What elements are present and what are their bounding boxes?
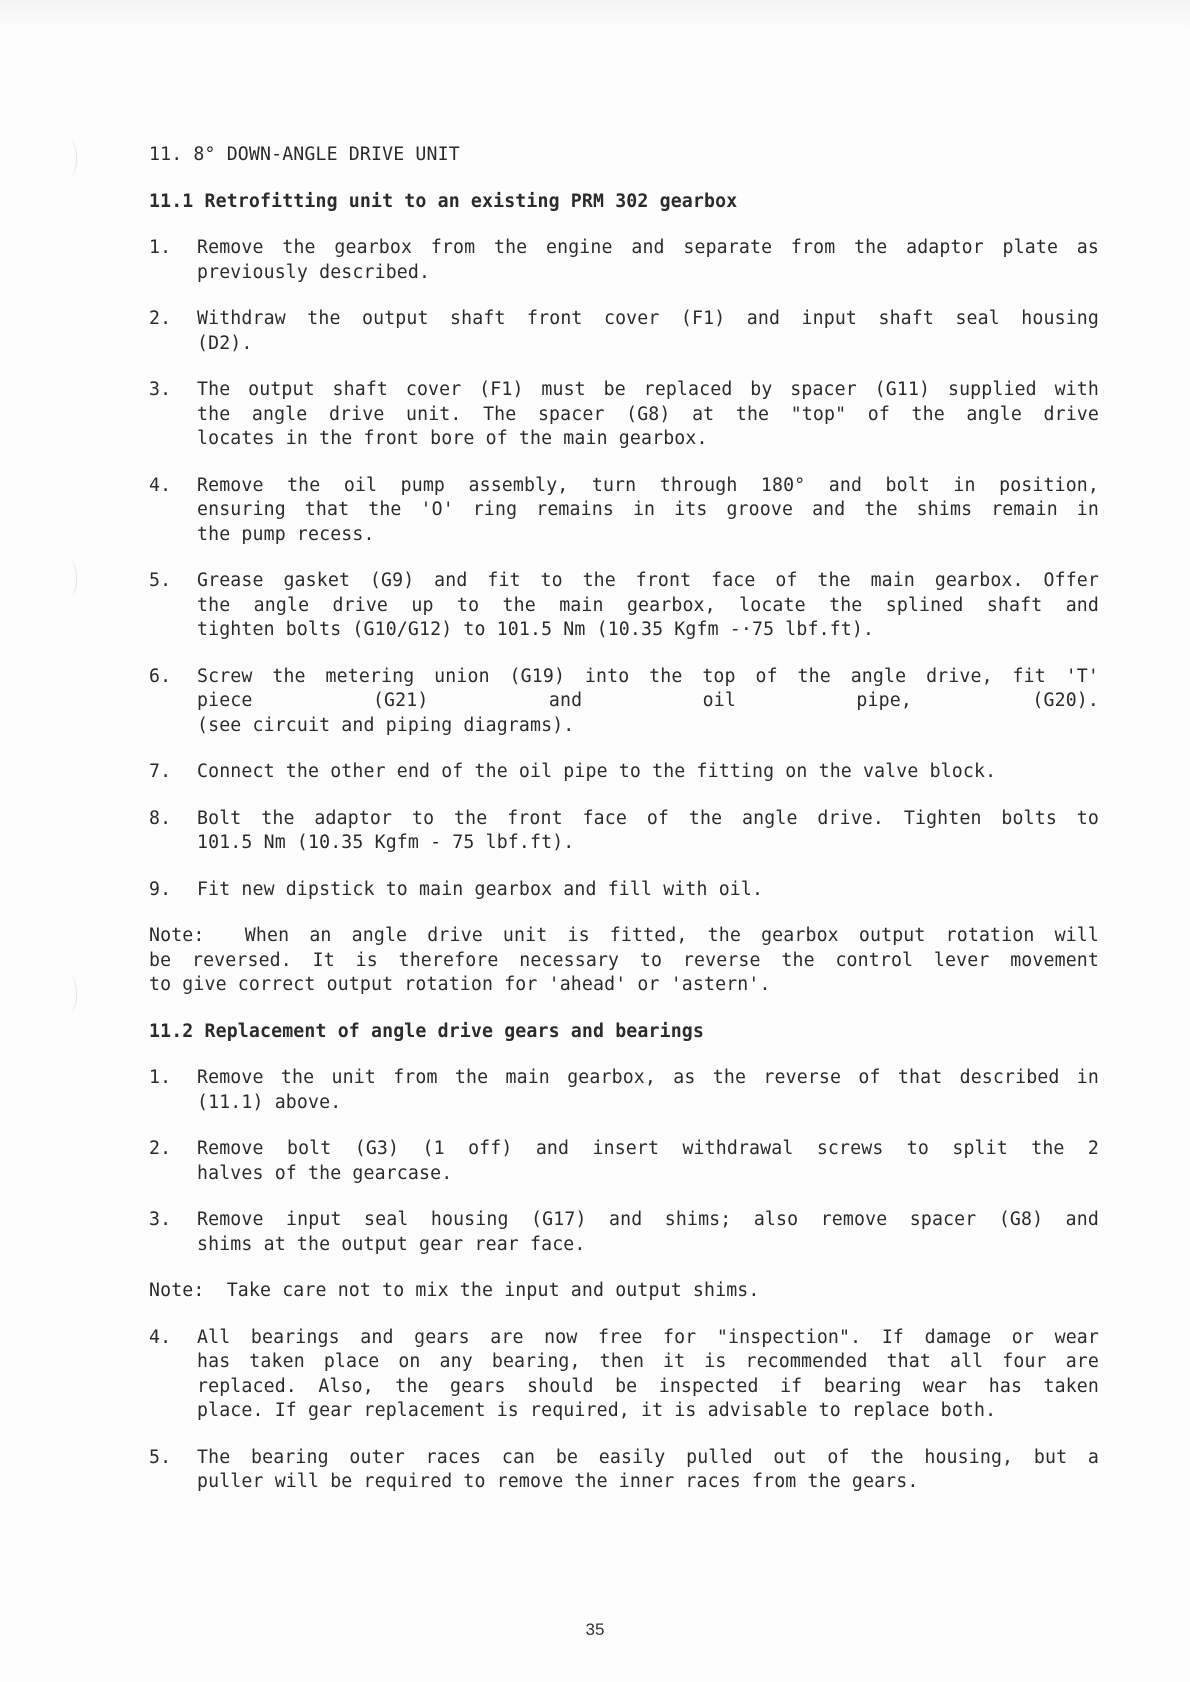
text-line: has taken place on any bearing, then it is recommended that all four are (197, 1351, 1099, 1372)
step-text (197, 1326, 1099, 1424)
numbered-step (149, 1066, 1099, 1115)
step-text (197, 878, 1099, 903)
text-line: Remove bolt (G3) (1 off) and insert withdrawal screws to split the 2 (197, 1138, 1099, 1159)
text-line: tighten bolts (G10/G12) to 101.5 Nm (10.35 Kgfm -·75 lbf.ft). (197, 619, 875, 640)
step-number: 5. (149, 1446, 172, 1468)
step-text (197, 1208, 1099, 1257)
step-text (197, 1066, 1099, 1115)
text-line: shims at the output gear rear face. (197, 1233, 586, 1255)
step-text (197, 378, 1099, 452)
text-line: the pump recess. (197, 523, 375, 545)
subsection-title-11-1: 11.1 Retrofitting unit to an existing PRM 302 gearbox (149, 190, 738, 212)
text-line: Grease gasket (G9) and fit to the front face of the main gearbox. Offer (197, 570, 1099, 591)
scan-shadow (0, 0, 1190, 30)
text-line: puller will be required to remove the inner races from the gears. (197, 1471, 919, 1492)
numbered-step (149, 307, 1099, 356)
text-line: (D2). (197, 332, 253, 354)
numbered-step (149, 665, 1099, 739)
note-label: Note: (149, 1280, 205, 1301)
text-line: previously described. (197, 261, 431, 283)
text-line: Fit new dipstick to main gearbox and fill with oil. (197, 878, 764, 900)
step-number: 3. (149, 379, 172, 400)
numbered-step (149, 474, 1099, 548)
step-number: 2. (149, 308, 172, 329)
subsection-11-2-steps-a (149, 1066, 1099, 1257)
text-line: Remove input seal housing (G17) and shims; also remove spacer (G8) and (197, 1209, 1099, 1230)
step-number: 2. (149, 1138, 172, 1159)
text-line: The bearing outer races can be easily pulled out of the housing, but a (197, 1446, 1099, 1468)
text-line: Remove the gearbox from the engine and separate from the adaptor plate as (197, 237, 1099, 258)
note-text: Take care not to mix the input and output shims. (204, 1280, 760, 1301)
text-line: the angle drive unit. The spacer (G8) at the "top" of the angle drive (197, 403, 1099, 425)
text-line: replaced. Also, the gears should be inspected if bearing wear has taken (197, 1375, 1099, 1397)
document-body (149, 143, 1099, 1517)
step-text (197, 665, 1099, 739)
note-11-2 (149, 1279, 1099, 1304)
step-number: 1. (149, 237, 172, 258)
text-line: Bolt the adaptor to the front face of the angle drive. Tighten bolts to (197, 807, 1099, 829)
numbered-step (149, 1137, 1099, 1186)
text-line: piece (G21) and oil pipe, (G20). (197, 690, 1099, 711)
subsection-title-11-2: 11.2 Replacement of angle drive gears and bearings (149, 1020, 704, 1042)
step-number: 7. (149, 761, 172, 782)
numbered-step (149, 760, 1099, 785)
step-number: 6. (149, 665, 172, 687)
text-line: Screw the metering union (G19) into the top of the angle drive, fit 'T' (197, 665, 1099, 687)
step-number: 3. (149, 1209, 172, 1230)
text-line: Remove the unit from the main gearbox, as the reverse of that described in (197, 1067, 1099, 1088)
text-line: (see circuit and piping diagrams). (197, 714, 575, 736)
text-line: (11.1) above. (197, 1091, 342, 1113)
note-text: When an angle drive unit is fitted, the gearbox output rotation will (204, 925, 1099, 946)
text-line: 101.5 Nm (10.35 Kgfm - 75 lbf.ft). (197, 832, 575, 853)
numbered-step (149, 1446, 1099, 1495)
step-text (197, 307, 1099, 356)
numbered-step (149, 807, 1099, 856)
text-line (149, 924, 1099, 949)
step-number: 4. (149, 1326, 172, 1348)
text-line: the angle drive up to the main gearbox, locate the splined shaft and (197, 594, 1099, 616)
numbered-step (149, 878, 1099, 903)
note-label: Note: (149, 925, 205, 946)
step-number: 5. (149, 570, 172, 591)
step-text (197, 569, 1099, 643)
step-text (197, 474, 1099, 548)
text-line: The output shaft cover (F1) must be replaced by spacer (G11) supplied with (197, 379, 1099, 400)
punch-hole-mark (62, 140, 77, 178)
punch-hole-mark (62, 560, 77, 598)
step-text (197, 236, 1099, 285)
step-number: 9. (149, 878, 172, 900)
text-line: be reversed. It is therefore necessary to reverse the control lever movement (149, 949, 1099, 971)
text-line: place. If gear replacement is required, it is advisable to replace both. (197, 1400, 997, 1421)
text-line: halves of the gearcase. (197, 1162, 453, 1184)
numbered-step (149, 1326, 1099, 1424)
subsection-11-1-steps (149, 236, 1099, 902)
note-11-1 (149, 924, 1099, 998)
numbered-step (149, 1208, 1099, 1257)
step-text (197, 807, 1099, 856)
punch-hole-mark (62, 975, 77, 1013)
text-line: ensuring that the 'O' ring remains in its groove and the shims remain in (197, 499, 1099, 520)
step-text (197, 1137, 1099, 1186)
text-line: locates in the front bore of the main gearbox. (197, 428, 708, 449)
subsection-11-2-steps-b (149, 1326, 1099, 1495)
step-text (197, 760, 1099, 785)
text-line: All bearings and gears are now free for "inspection". If damage or wear (197, 1326, 1099, 1348)
numbered-step (149, 569, 1099, 643)
numbered-step (149, 378, 1099, 452)
step-text (197, 1446, 1099, 1495)
step-number: 1. (149, 1067, 172, 1088)
text-line: Remove the oil pump assembly, turn through 180° and bolt in position, (197, 474, 1099, 496)
page-number: 35 (585, 1620, 605, 1639)
numbered-step (149, 236, 1099, 285)
section-title: 11. 8° DOWN-ANGLE DRIVE UNIT (149, 144, 460, 165)
text-line: Withdraw the output shaft front cover (F1) and input shaft seal housing (197, 308, 1099, 329)
text-line: to give correct output rotation for 'ahead' or 'astern'. (149, 974, 771, 995)
text-line: Connect the other end of the oil pipe to the fitting on the valve block. (197, 761, 997, 782)
step-number: 4. (149, 474, 172, 496)
step-number: 8. (149, 807, 172, 829)
